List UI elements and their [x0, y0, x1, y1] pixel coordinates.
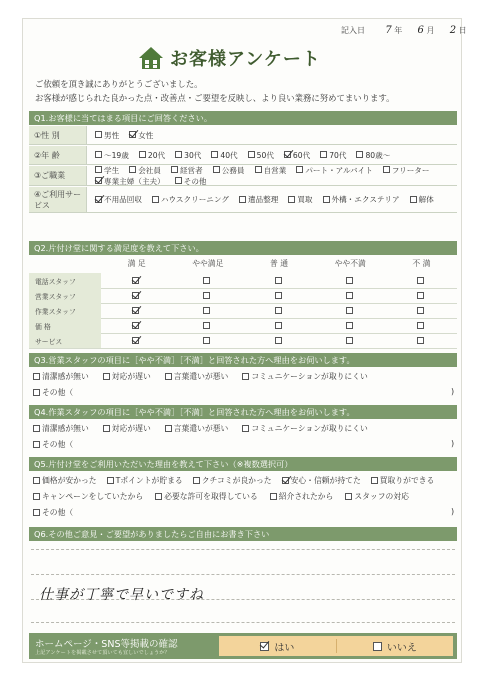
checkbox[interactable] [152, 196, 159, 203]
checkbox[interactable] [346, 337, 353, 344]
date-month: 6 [417, 25, 424, 36]
checkbox[interactable] [33, 373, 40, 380]
q3-other-close: ) [451, 387, 455, 396]
survey-sheet [22, 18, 467, 663]
checkbox[interactable] [95, 131, 102, 138]
q1-option[interactable]: 40代 [211, 150, 237, 161]
date-year-unit: 年 [394, 26, 403, 35]
homepage-consent-subtitle: 上記アンケートを掲載させて頂いても宜しいでしょうか？ [35, 650, 170, 656]
q2-column-label: 普 通 [269, 259, 289, 268]
q4-other-line [33, 439, 453, 450]
q1-row-options [87, 150, 457, 161]
q3-option[interactable]: コミュニケーションが取りにくい [242, 371, 367, 382]
homepage-consent-title: ホームページ・SNS等掲載の確認 [35, 639, 178, 650]
house-icon [138, 46, 164, 70]
q2-column-header [29, 257, 457, 271]
q1-option[interactable]: 公務員 [213, 165, 245, 176]
intro-line-1: ご依頼を頂き誠にありがとうございました。 [35, 79, 203, 89]
checkbox[interactable] [248, 151, 255, 158]
q4-options [33, 423, 453, 434]
q1-row-options [87, 194, 457, 205]
checkbox[interactable] [270, 493, 277, 500]
checkbox[interactable] [203, 322, 210, 329]
checkbox-checked[interactable] [282, 477, 289, 484]
checkbox[interactable] [345, 493, 352, 500]
q2-row-label: 作業スタッフ [29, 303, 101, 318]
q1-option[interactable]: 経営者 [171, 165, 203, 176]
q2-cell[interactable] [172, 331, 243, 350]
q1-option[interactable]: 会社員 [129, 165, 161, 176]
checkbox[interactable] [371, 477, 378, 484]
q4-option[interactable]: コミュニケーションが取りにくい [242, 423, 367, 434]
q5-option[interactable]: キャンペーンをしていたから [33, 491, 143, 502]
checkbox[interactable] [107, 477, 114, 484]
q1-option[interactable]: ～19歳 [95, 150, 129, 161]
q3-other-option[interactable]: その他（ [33, 387, 73, 398]
checkbox[interactable] [410, 196, 417, 203]
q2-cell[interactable] [386, 331, 457, 350]
checkbox[interactable] [203, 277, 210, 284]
q2-header: Q2.片付け堂に関する満足度を教えて下さい。 [29, 241, 457, 255]
checkbox[interactable] [165, 425, 172, 432]
q1-option[interactable]: 不用品回収 [95, 194, 142, 205]
q4-option[interactable]: 清潔感が無い [33, 423, 89, 434]
q5-option[interactable]: スタッフの対応 [345, 491, 409, 502]
checkbox[interactable] [373, 642, 382, 651]
checkbox[interactable] [417, 307, 424, 314]
q1-option[interactable]: 女性 [129, 130, 153, 141]
checkbox[interactable] [320, 151, 327, 158]
checkbox[interactable] [193, 477, 200, 484]
q1-option[interactable]: 50代 [248, 150, 274, 161]
q1-row-label: ④ご利用サービス [29, 187, 87, 212]
homepage-consent-choice [219, 636, 453, 656]
q3-other-line [33, 387, 453, 398]
checkbox-checked[interactable] [132, 292, 139, 299]
homepage-consent-bar [29, 633, 457, 659]
checkbox[interactable] [33, 509, 40, 516]
q4-option[interactable]: 言葉遣いが悪い [165, 423, 229, 434]
q1-option[interactable]: 解体 [410, 194, 434, 205]
q1-option[interactable]: 遺品整理 [239, 194, 278, 205]
checkbox[interactable] [33, 441, 40, 448]
q1-row [29, 146, 457, 165]
q1-option[interactable]: パート・アルバイト [296, 165, 373, 176]
q4-header: Q4.作業スタッフの項目に［やや不満］［不満］と回答された方へ理由をお伺いします。 [29, 405, 457, 419]
q2-row-label: サービス [29, 333, 101, 348]
checkbox-checked[interactable] [95, 196, 102, 203]
checkbox[interactable] [211, 151, 218, 158]
q5-option[interactable]: 買取りができる [371, 475, 435, 486]
date-day-unit: 日 [458, 26, 467, 35]
q2-cell[interactable] [315, 331, 386, 350]
q5-header: Q5.片付け堂をご利用いただいた理由を教えて下さい（※複数選択可） [29, 457, 457, 471]
checkbox[interactable] [139, 151, 146, 158]
date-row [341, 25, 467, 36]
checkbox[interactable] [383, 166, 390, 173]
checkbox[interactable] [175, 151, 182, 158]
q3-option[interactable]: 言葉遣いが悪い [165, 371, 229, 382]
checkbox[interactable] [275, 322, 282, 329]
q5-option[interactable]: クチコミが良かった [193, 475, 272, 486]
checkbox[interactable] [417, 322, 424, 329]
q5-option[interactable]: 安心・信頼が持てた [282, 475, 361, 486]
checkbox[interactable] [103, 425, 110, 432]
checkbox[interactable] [33, 425, 40, 432]
checkbox[interactable] [275, 307, 282, 314]
checkbox-checked[interactable] [132, 277, 139, 284]
q3-option[interactable]: 対応が遅い [103, 371, 151, 382]
intro-text [35, 77, 394, 105]
q1-row [29, 187, 457, 213]
title-block [138, 45, 321, 71]
q3-option[interactable]: 清潔感が無い [33, 371, 89, 382]
checkbox[interactable] [417, 337, 424, 344]
checkbox[interactable] [213, 166, 220, 173]
q1-row-label: ③ご職業 [29, 166, 87, 185]
q1-option[interactable]: 男性 [95, 130, 119, 141]
q1-row [29, 126, 457, 145]
checkbox-checked[interactable] [95, 177, 102, 184]
q2-row [29, 333, 457, 349]
checkbox[interactable] [356, 151, 363, 158]
checkbox[interactable] [175, 177, 182, 184]
checkbox[interactable] [417, 292, 424, 299]
checkbox[interactable] [255, 166, 262, 173]
checkbox-checked[interactable] [129, 131, 136, 138]
checkbox[interactable] [95, 166, 102, 173]
checkbox[interactable] [275, 292, 282, 299]
q2-row-label: 営業スタッフ [29, 288, 101, 303]
q2-row-label: 価 格 [29, 318, 101, 333]
q5-option[interactable]: Tポイントが貯まる [107, 475, 183, 486]
q2-row-label: 電話スタッフ [29, 273, 101, 288]
date-year: 7 [385, 25, 392, 36]
q1-row [29, 166, 457, 186]
checkbox[interactable] [33, 389, 40, 396]
q1-row-label: ②年 齢 [29, 146, 87, 164]
checkbox[interactable] [275, 337, 282, 344]
checkbox[interactable] [323, 196, 330, 203]
q3-options [33, 371, 453, 382]
q1-header: Q1.お客様に当てはまる項目にご回答ください。 [29, 111, 457, 125]
date-label: 記入日 [341, 26, 365, 35]
checkbox[interactable] [260, 642, 269, 651]
checkbox[interactable] [33, 477, 40, 484]
q4-other-close: ) [451, 439, 455, 448]
date-month-unit: 月 [426, 26, 435, 35]
checkbox[interactable] [417, 277, 424, 284]
checkbox[interactable] [239, 196, 246, 203]
intro-line-2: お客様が感じられた良かった点・改善点・ご要望を反映し、より良い業務に努めてまいります。 [35, 93, 395, 103]
checkbox[interactable] [203, 292, 210, 299]
q6-handwritten-answer[interactable]: 仕事が丁寧で早いですね [39, 587, 204, 603]
checkbox[interactable] [203, 337, 210, 344]
checkbox-checked[interactable] [284, 151, 291, 158]
q5-option[interactable]: 必要な許可を取得している [155, 491, 258, 502]
checkbox[interactable] [346, 292, 353, 299]
checkbox[interactable] [346, 277, 353, 284]
q2-column-label: 不 満 [412, 259, 431, 268]
checkbox[interactable] [203, 307, 210, 314]
q1-row-options [87, 130, 457, 141]
answer-line [31, 574, 455, 575]
q1-row-options [87, 165, 457, 187]
checkbox[interactable] [171, 166, 178, 173]
q2-column-label: やや不満 [334, 259, 366, 268]
checkbox[interactable] [296, 166, 303, 173]
q1-option[interactable]: 専業主婦（主夫） [95, 176, 165, 187]
q2-column-label: やや満足 [192, 259, 224, 268]
q1-option[interactable]: 買取 [288, 194, 312, 205]
answer-line [31, 622, 455, 623]
q4-option[interactable]: 対応が遅い [103, 423, 151, 434]
q5-option[interactable]: 紹介されたから [270, 491, 334, 502]
q4-other-option[interactable]: その他（ [33, 439, 73, 450]
q1-option[interactable]: フリーター [383, 165, 430, 176]
checkbox[interactable] [275, 277, 282, 284]
checkbox-checked[interactable] [132, 322, 139, 329]
checkbox[interactable] [288, 196, 295, 203]
checkbox[interactable] [242, 373, 249, 380]
q3-header: Q3.営業スタッフの項目に［やや不満］［不満］と回答された方へ理由をお伺いします。 [29, 353, 457, 367]
checkbox[interactable] [95, 151, 102, 158]
q1-option[interactable]: 自営業 [255, 165, 287, 176]
q1-row-label: ①性 別 [29, 126, 87, 144]
date-day: 2 [449, 25, 457, 36]
checkbox[interactable] [165, 373, 172, 380]
q2-cell[interactable] [101, 331, 172, 350]
q5-options-line-1 [33, 475, 453, 486]
q1-option[interactable]: 30代 [175, 150, 201, 161]
q1-option[interactable]: 20代 [139, 150, 165, 161]
q5-options-line-2 [33, 491, 453, 502]
checkbox[interactable] [129, 166, 136, 173]
checkbox[interactable] [346, 322, 353, 329]
checkbox-checked[interactable] [132, 307, 139, 314]
checkbox[interactable] [155, 493, 162, 500]
checkbox-checked[interactable] [132, 337, 139, 344]
checkbox[interactable] [33, 493, 40, 500]
q1-option[interactable]: 外構・エクステリア [323, 194, 400, 205]
q1-option[interactable]: その他 [175, 176, 207, 187]
q1-option[interactable]: 80歳～ [356, 150, 390, 161]
page-title: お客様アンケート [170, 49, 321, 70]
q1-option[interactable]: 60代 [284, 150, 310, 161]
q1-option[interactable]: ハウスクリーニング [152, 194, 229, 205]
q5-other-close: ) [451, 507, 455, 516]
q5-other-option[interactable]: その他（ [33, 507, 73, 518]
checkbox[interactable] [346, 307, 353, 314]
q6-header: Q6.その他ご意見・ご要望がありましたらご自由にお書き下さい [29, 527, 457, 541]
q1-option[interactable]: 70代 [320, 150, 346, 161]
consent-yes-option[interactable]: はい [219, 639, 336, 654]
q5-option[interactable]: 価格が安かった [33, 475, 97, 486]
q5-other-line [33, 507, 453, 518]
answer-line [31, 549, 455, 550]
checkbox[interactable] [242, 425, 249, 432]
q2-cell[interactable] [243, 331, 314, 350]
consent-no-option[interactable]: いいえ [337, 639, 454, 654]
q1-option[interactable]: 学生 [95, 165, 119, 176]
q2-column-label: 満 足 [127, 259, 146, 268]
checkbox[interactable] [103, 373, 110, 380]
